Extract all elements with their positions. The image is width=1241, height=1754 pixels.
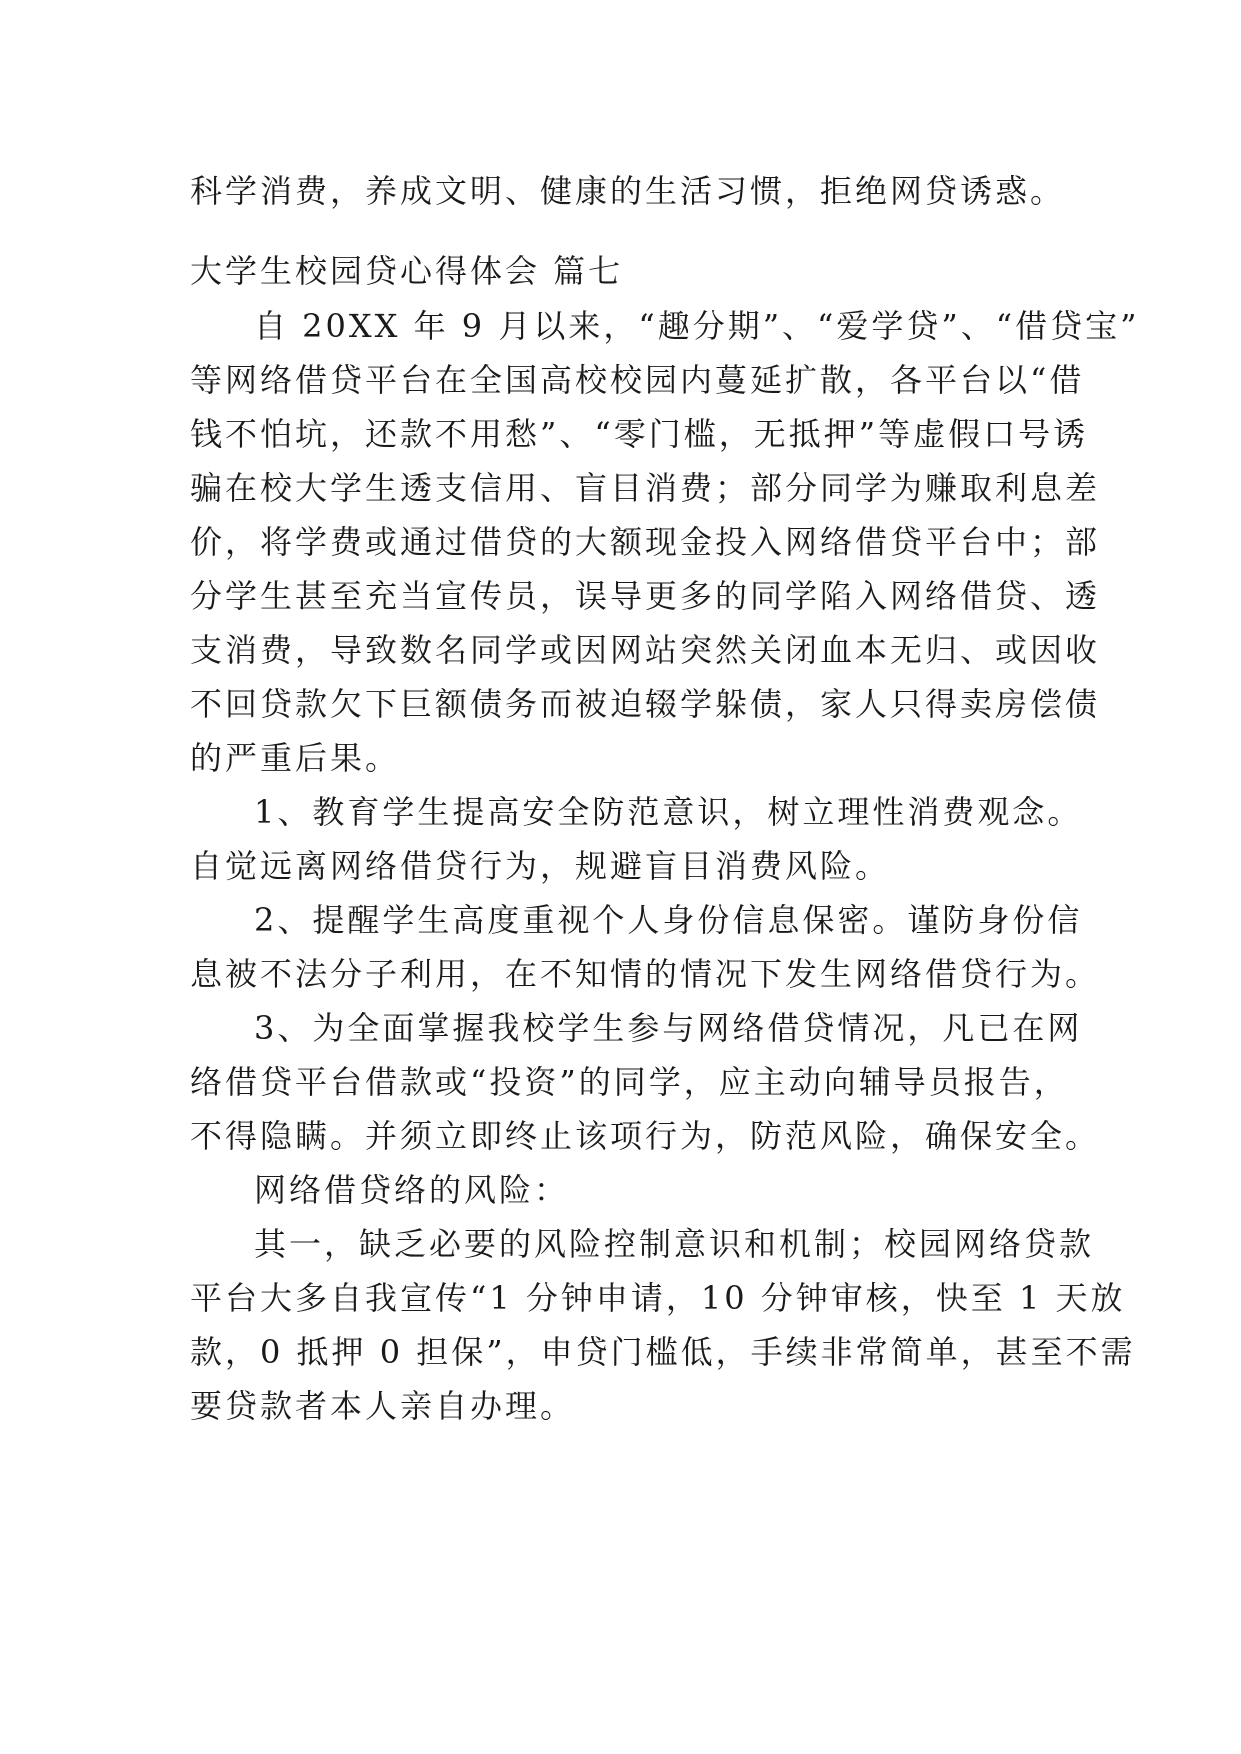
paragraph-line: 络借贷平台借款或“投资”的同学，应主动向辅导员报告， [190, 1063, 1069, 1101]
paragraph-line: 不得隐瞒。并须立即终止该项行为，防范风险，确保安全。 [190, 1117, 1101, 1155]
paragraph-line: 的严重后果。 [190, 739, 401, 777]
paragraph-line: 科学消费，养成文明、健康的生活习惯，拒绝网贷诱惑。 [190, 172, 1066, 210]
paragraph-line: 分学生甚至充当宣传员，误导更多的同学陷入网络借贷、透 [190, 577, 1101, 615]
paragraph-line: 不回贷款欠下巨额债务而被迫辍学躲债，家人只得卖房偿债 [190, 685, 1101, 723]
paragraph-line: 息被不法分子利用，在不知情的情况下发生网络借贷行为。 [190, 955, 1101, 993]
paragraph-line: 支消费，导致数名同学或因网站突然关闭血本无归、或因收 [190, 631, 1101, 669]
list-item-3: 3、为全面掌握我校学生参与网络借贷情况，凡已在网 [254, 1009, 1083, 1047]
paragraph-line: 价，将学费或通过借贷的大额现金投入网络借贷平台中；部 [190, 523, 1101, 561]
section-heading: 大学生校园贷心得体会 篇七 [190, 252, 624, 290]
subheading: 网络借贷络的风险： [254, 1171, 570, 1209]
paragraph-line: 自觉远离网络借贷行为，规避盲目消费风险。 [190, 847, 891, 885]
paragraph-line: 钱不怕坑，还款不用愁”、“零门槛，无抵押”等虚假口号诱 [190, 415, 1089, 453]
paragraph-line: 其一，缺乏必要的风险控制意识和机制；校园网络贷款 [254, 1225, 1095, 1263]
paragraph-line: 等网络借贷平台在全国高校校园内蔓延扩散，各平台以“借 [190, 361, 1085, 399]
list-item-1: 1、教育学生提高安全防范意识，树立理性消费观念。 [254, 793, 1083, 831]
paragraph-line: 款，0 抵押 0 担保”，申贷门槛低，手续非常简单，甚至不需 [190, 1333, 1136, 1371]
paragraph-line: 骗在校大学生透支信用、盲目消费；部分同学为赚取利息差 [190, 469, 1101, 507]
list-item-2: 2、提醒学生高度重视个人身份信息保密。谨防身份信 [254, 901, 1083, 939]
paragraph-line: 要贷款者本人亲自办理。 [190, 1387, 576, 1425]
paragraph-line: 自 20XX 年 9 月以来，“趣分期”、“爱学贷”、“借贷宝” [254, 307, 1140, 345]
paragraph-line: 平台大多自我宣传“1 分钟申请，10 分钟审核，快至 1 天放 [190, 1279, 1126, 1317]
